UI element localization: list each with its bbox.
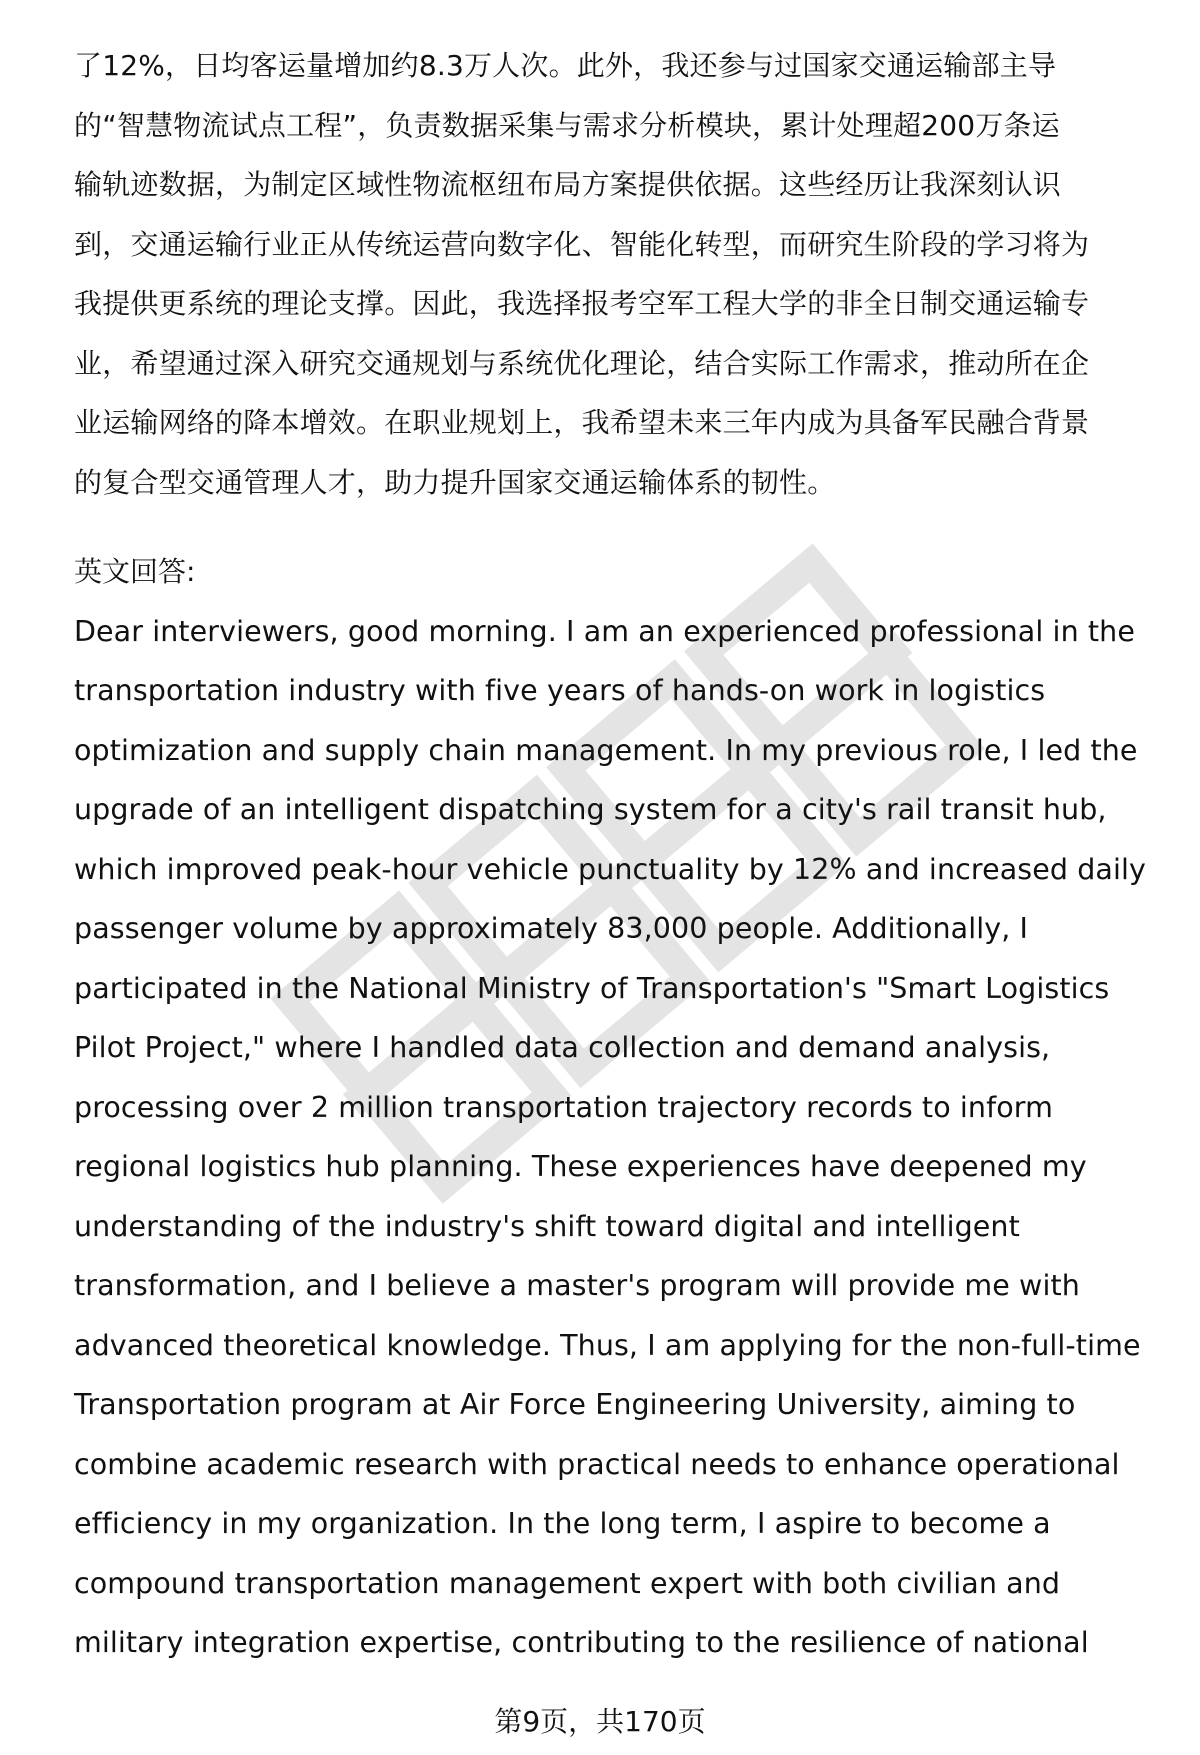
- chinese-answer-paragraph: [74, 36, 1154, 512]
- paragraph-line: passenger volume by approximately 83,000 people. Additionally, I: [74, 912, 1029, 945]
- paragraph-line: Dear interviewers, good morning. I am an experienced professional in the: [74, 614, 1135, 648]
- paragraph-line: 的复合型交通管理人才，助力提升国家交通运输体系的韧性。: [74, 465, 836, 499]
- paragraph-line: which improved peak-hour vehicle punctuality by 12% and increased daily: [74, 852, 1146, 886]
- page-number: 第9页，共170页: [494, 1705, 706, 1738]
- paragraph-line: 了12%，日均客运量增加约8.3万人次。此外，我还参与过国家交通运输部主导: [74, 49, 1057, 82]
- paragraph-line: efficiency in my organization. In the long term, I aspire to become a: [74, 1507, 1051, 1540]
- paragraph-line: processing over 2 million transportation trajectory records to inform: [74, 1090, 1053, 1124]
- paragraph-line: regional logistics hub planning. These experiences have deepened my: [74, 1150, 1087, 1183]
- paragraph-line: advanced theoretical knowledge. Thus, I am applying for the non-full-time: [74, 1328, 1141, 1362]
- paragraph-line: 到，交通运输行业正从传统运营向数字化、智能化转型，而研究生阶段的学习将为: [74, 227, 1090, 261]
- paragraph-line: combine academic research with practical needs to enhance operational: [74, 1447, 1120, 1481]
- paragraph-line: understanding of the industry's shift toward digital and intelligent: [74, 1209, 1020, 1243]
- paragraph-line: 输轨迹数据，为制定区域性物流枢纽布局方案提供依据。这些经历让我深刻认识: [74, 168, 1062, 201]
- paragraph-line: optimization and supply chain management. In my previous role, I led the: [74, 733, 1138, 767]
- paragraph-line: Transportation program at Air Force Engineering University, aiming to: [74, 1388, 1076, 1421]
- paragraph-line: transformation, and I believe a master's program will provide me with: [74, 1269, 1080, 1302]
- paragraph-line: compound transportation management expert with both civilian and: [74, 1566, 1061, 1600]
- paragraph-line: 的“智慧物流试点工程”，负责数据采集与需求分析模块，累计处理超200万条运: [74, 108, 1060, 142]
- paragraph-line: military integration expertise, contributing to the resilience of national: [74, 1626, 1089, 1659]
- paragraph-line: transportation industry with five years of hands-on work in logistics: [74, 674, 1046, 707]
- paragraph-line: 业，希望通过深入研究交通规划与系统优化理论，结合实际工作需求，推动所在企: [74, 346, 1090, 380]
- paragraph-line: upgrade of an intelligent dispatching system for a city's rail transit hub,: [74, 793, 1107, 826]
- paragraph-line: 业运输网络的降本增效。在职业规划上，我希望未来三年内成为具备军民融合背景: [74, 406, 1090, 439]
- document-body: [74, 36, 1154, 1673]
- english-answer-label: 英文回答:: [74, 555, 196, 588]
- english-answer-paragraph: [74, 602, 1154, 1673]
- paragraph-line: 我提供更系统的理论支撑。因此，我选择报考空军工程大学的非全日制交通运输专: [74, 287, 1090, 320]
- paragraph-line: Pilot Project," where I handled data collection and demand analysis,: [74, 1031, 1051, 1064]
- paragraph-line: participated in the National Ministry of Transportation's "Smart Logistics: [74, 971, 1110, 1005]
